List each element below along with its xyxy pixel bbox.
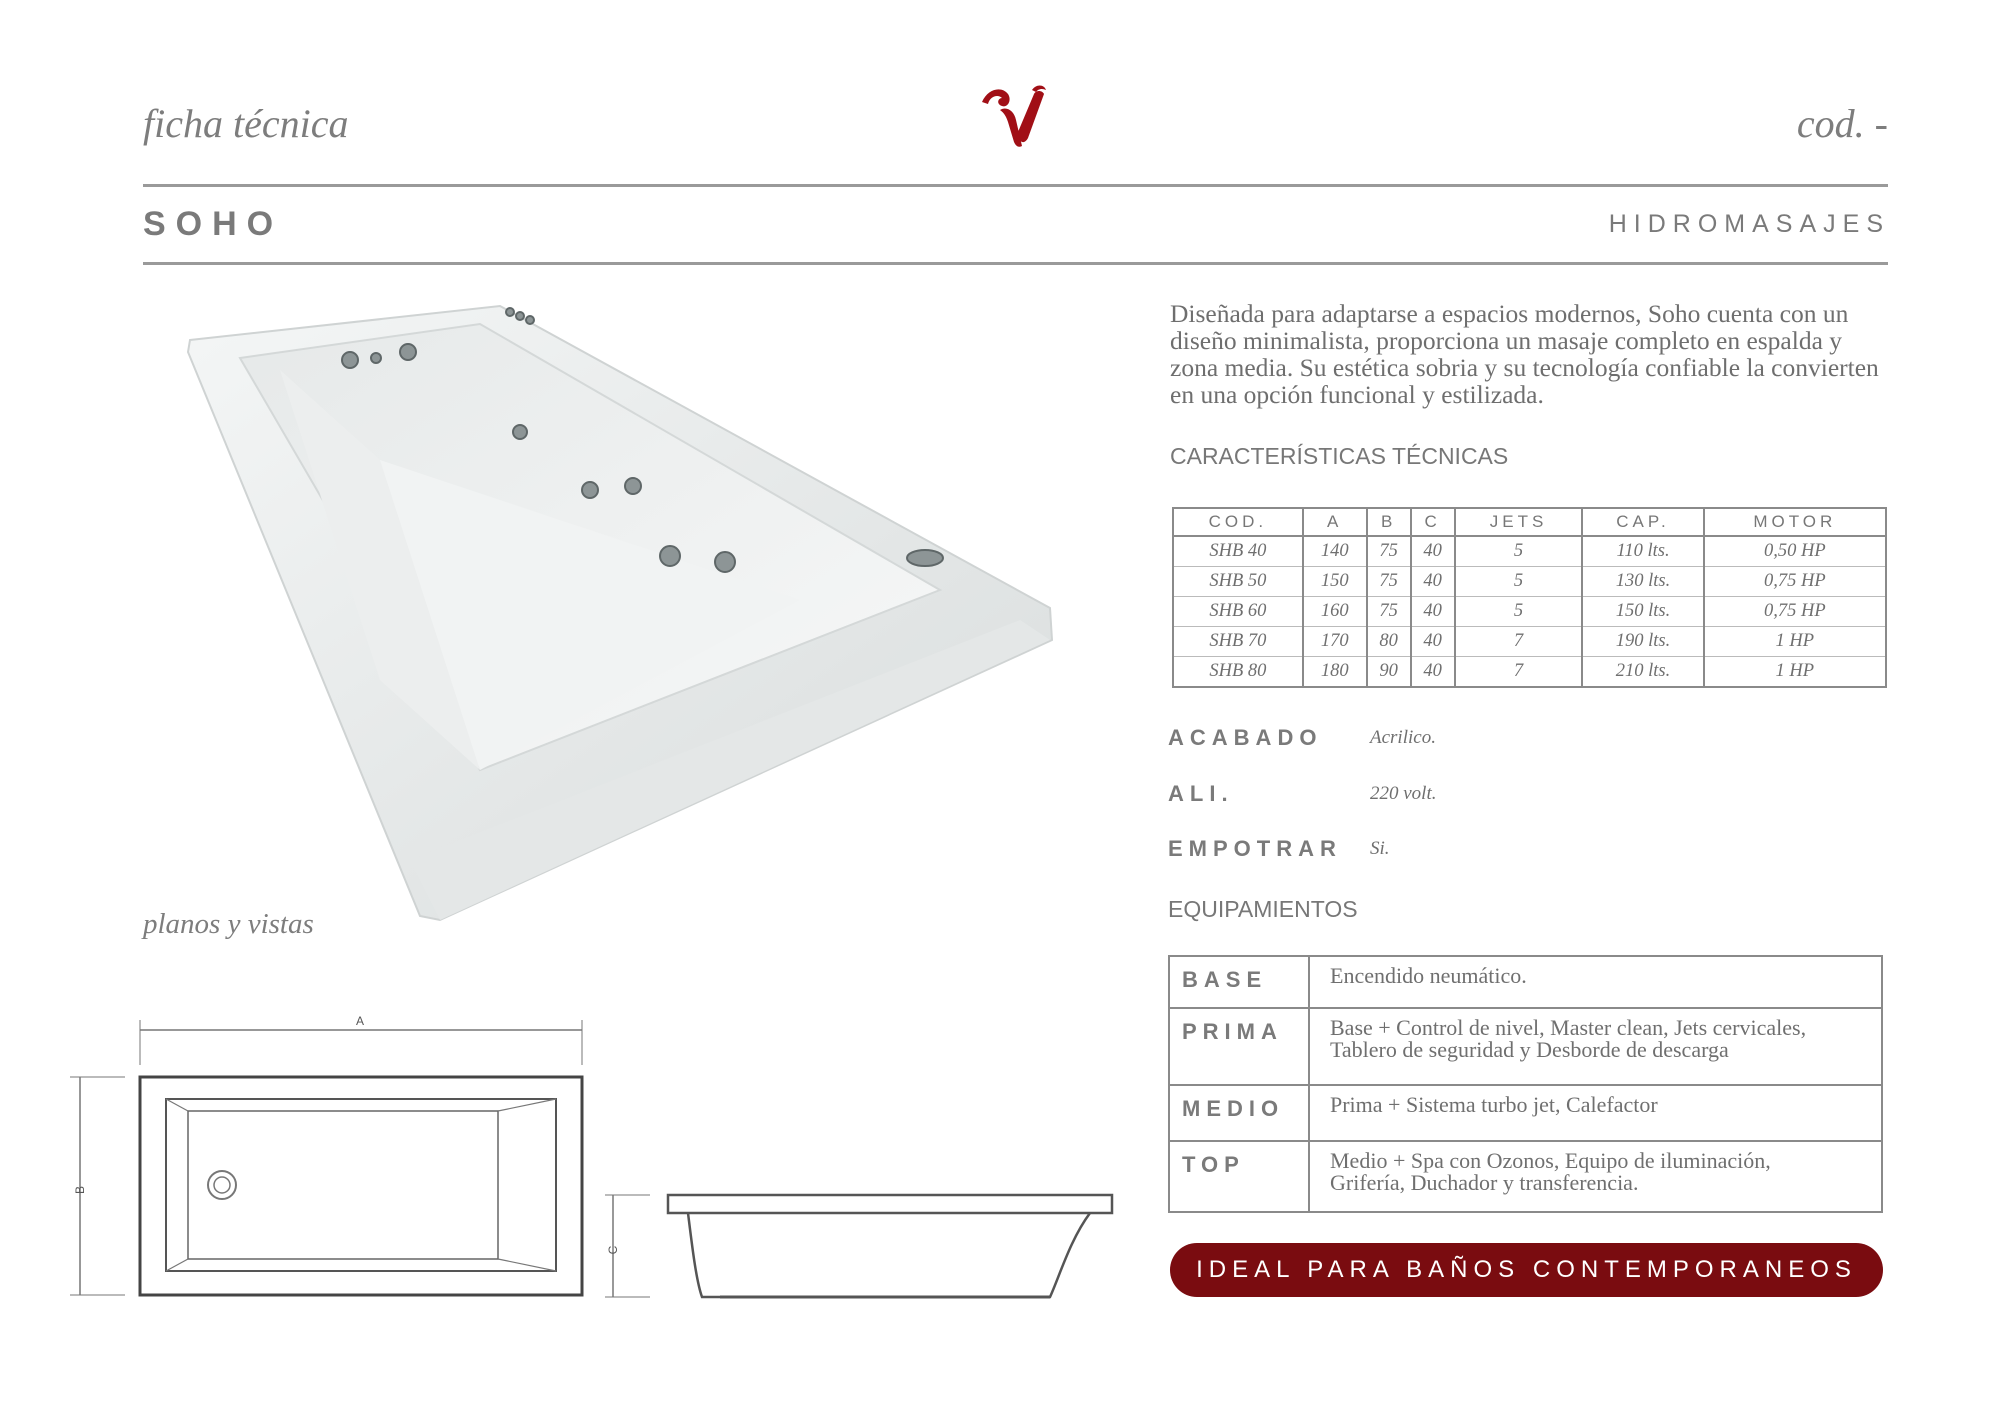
cell-b: 80: [1367, 627, 1411, 657]
table-row: [1173, 627, 1886, 657]
brand-logo: [978, 80, 1050, 152]
equipment-desc-line: Medio + Spa con Ozonos, Equipo de iluminación,: [1330, 1148, 1771, 1173]
document-label: ficha técnica: [143, 101, 349, 146]
equipment-title: EQUIPAMIENTOS: [1168, 896, 1358, 922]
cell-a: 150: [1303, 567, 1367, 597]
specs-title: CARACTERÍSTICAS TÉCNICAS: [1170, 443, 1509, 469]
banner-text: IDEAL PARA BAÑOS CONTEMPORANEOS: [1196, 1256, 1857, 1283]
table-row: [1173, 567, 1886, 597]
top-view-drawing: [70, 1015, 600, 1315]
cell-c: 40: [1411, 567, 1455, 597]
equipment-desc-line: Tablero de seguridad y Desborde de descarga: [1330, 1037, 1729, 1062]
cell-a: 160: [1303, 597, 1367, 627]
cell-c: 40: [1411, 536, 1455, 567]
cell-motor: 0,75 HP: [1704, 597, 1886, 627]
cell-c: 40: [1411, 657, 1455, 688]
specs-table: [1172, 507, 1887, 688]
dimension-c-label: C: [606, 1245, 620, 1255]
product-description: Diseñada para adaptarse a espacios modernos, Soho cuenta con un diseño minimalista, proporciona un masaje completo en espalda y zona media. Su estética sobria y su tecnología confiable la convierten en una opción funcional y estilizada.: [1170, 299, 1879, 409]
product-category: HIDROMASAJES: [1608, 210, 1890, 238]
cell-cod: SHB 70: [1173, 627, 1303, 657]
cell-cod: SHB 50: [1173, 567, 1303, 597]
dimension-b-label: B: [73, 1185, 87, 1195]
equipment-level-label: MEDIO: [1169, 1085, 1309, 1141]
finish-label: ACABADO: [1168, 725, 1323, 750]
cell-motor: 0,50 HP: [1704, 536, 1886, 567]
cell-b: 90: [1367, 657, 1411, 688]
equipment-level-label: BASE: [1169, 956, 1309, 1008]
table-row: [1169, 1085, 1882, 1141]
table-row: [1169, 1008, 1882, 1085]
cell-cap: 110 lts.: [1582, 536, 1703, 567]
cell-motor: 0,75 HP: [1704, 567, 1886, 597]
power-label: ALI.: [1168, 781, 1234, 806]
cell-cod: SHB 40: [1173, 536, 1303, 567]
col-header-motor: MOTOR: [1704, 508, 1886, 536]
cell-jets: 5: [1455, 536, 1583, 567]
bathtub-photo: [180, 300, 1060, 940]
col-header-jets: JETS: [1455, 508, 1583, 536]
dimension-a-label: A: [355, 1015, 365, 1028]
equipment-level-label: PRIMA: [1169, 1008, 1309, 1085]
equipment-desc-line: Encendido neumático.: [1330, 963, 1527, 988]
equipment-desc-line: Grifería, Duchador y transferencia.: [1330, 1170, 1639, 1195]
equipment-desc-line: Prima + Sistema turbo jet, Calefactor: [1330, 1092, 1658, 1117]
table-row: [1173, 597, 1886, 627]
plans-label: planos y vistas: [143, 908, 314, 940]
cell-c: 40: [1411, 627, 1455, 657]
col-header-b: B: [1367, 508, 1411, 536]
equipment-table: [1168, 955, 1883, 1213]
table-row: [1169, 956, 1882, 1008]
cell-jets: 7: [1455, 627, 1583, 657]
cell-jets: 7: [1455, 657, 1583, 688]
cell-cod: SHB 80: [1173, 657, 1303, 688]
feature-banner: [1170, 1243, 1883, 1297]
cell-cap: 190 lts.: [1582, 627, 1703, 657]
cell-cap: 130 lts.: [1582, 567, 1703, 597]
table-row: [1173, 536, 1886, 567]
product-name: SOHO: [143, 205, 284, 243]
title-divider: [143, 262, 1888, 265]
table-row: [1173, 657, 1886, 688]
cell-jets: 5: [1455, 597, 1583, 627]
power-value: 220 volt.: [1370, 783, 1437, 804]
side-view-drawing: [600, 1185, 1120, 1315]
builtin-label: EMPOTRAR: [1168, 836, 1342, 861]
equipment-level-label: TOP: [1169, 1141, 1309, 1212]
equipment-level-desc: [1309, 1141, 1882, 1212]
table-row: [1169, 1141, 1882, 1212]
col-header-a: A: [1303, 508, 1367, 536]
cell-b: 75: [1367, 567, 1411, 597]
cell-cap: 150 lts.: [1582, 597, 1703, 627]
header-divider: [143, 184, 1888, 187]
col-header-cap: CAP.: [1582, 508, 1703, 536]
cell-b: 75: [1367, 536, 1411, 567]
equipment-level-desc: [1309, 1085, 1882, 1141]
cell-cod: SHB 60: [1173, 597, 1303, 627]
cell-motor: 1 HP: [1704, 657, 1886, 688]
cell-a: 170: [1303, 627, 1367, 657]
cell-motor: 1 HP: [1704, 627, 1886, 657]
equipment-level-desc: [1309, 956, 1882, 1008]
finish-value: Acrilico.: [1370, 727, 1436, 748]
cell-a: 180: [1303, 657, 1367, 688]
builtin-value: Si.: [1370, 838, 1390, 859]
cell-jets: 5: [1455, 567, 1583, 597]
col-header-c: C: [1411, 508, 1455, 536]
cell-b: 75: [1367, 597, 1411, 627]
equipment-desc-line: Base + Control de nivel, Master clean, Jets cervicales,: [1330, 1015, 1807, 1040]
equipment-level-desc: [1309, 1008, 1882, 1085]
specs-header-row: [1173, 508, 1886, 536]
cell-c: 40: [1411, 597, 1455, 627]
cell-a: 140: [1303, 536, 1367, 567]
col-header-cod: COD.: [1173, 508, 1303, 536]
cell-cap: 210 lts.: [1582, 657, 1703, 688]
product-code: cod. -: [1796, 101, 1888, 146]
